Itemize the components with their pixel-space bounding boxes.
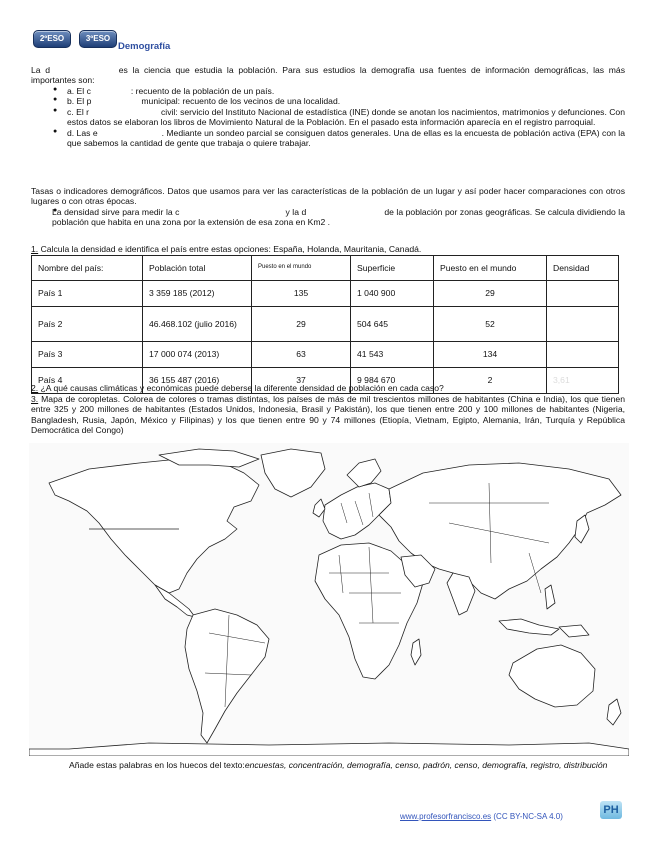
question-text: ¿A qué causas climáticas y económicas puede deberse la diferente densidad de población en cada caso?: [40, 383, 444, 393]
south-america-shape: [185, 609, 269, 743]
question-text: Mapa de coropletas. Colorea de colores o tramas distintas, los países de más de mil trescientos millones de habitantes (China e India), los que tienen entre 325 y 200 millones de habitantes (Estados Unidos, Indonesia, Brasil y Pakistán), los que tienen entre 200 y 100 millones de habitantes (Nigeria, Bangladesh, Rusia, Japón, México y Filipinas) y los que tienen entre 90 y 74 millones (Etiopía, Vietnam, Egipto, Alemania, Irán, Turquía y República Democrática del Congo): [31, 394, 625, 436]
new-zealand-shape: [607, 699, 621, 725]
word-bank: [69, 760, 629, 770]
tasas-text: Tasas o indicadores demográficos. Datos que usamos para ver las características de la población de un lugar y así poder hacer comparaciones con otros lugares o con otras épocas.: [31, 186, 625, 207]
page-title: Demografía: [118, 41, 171, 52]
header-area-rank: Puesto en el mundo: [434, 256, 547, 281]
madagascar-shape: [411, 639, 421, 665]
header-population: Población total: [143, 256, 252, 281]
badge-2eso[interactable]: 2ºESO: [33, 30, 71, 48]
table-header-row: [32, 256, 619, 281]
ph-logo: PH: [600, 801, 622, 819]
header-rank: Puesto en el mundo: [252, 256, 351, 281]
question-text: Calcula la densidad e identifica el país entre estas opciones: España, Holanda, Mauritania, Canadá.: [40, 244, 422, 254]
density-cell[interactable]: [547, 281, 619, 307]
world-map-outline: [29, 443, 629, 756]
list-item: ● La densidad sirve para medir la c y la d de la población por zonas geográficas. Se calcula dividiendo la población que habita en una zona por la extensión de esa zona en Km2 .: [31, 207, 625, 228]
list-item: ● d. Las e . Mediante un sondeo parcial se consiguen datos generales. Una de ellas es la encuesta de población activa (EPA) con la que sabemos la cantidad de gente que trabaja o quiere trabajar.: [31, 128, 625, 149]
table-row: País 4 36 155 487 (2016) 37 9 984 670 2 3,61: [32, 368, 619, 394]
question-1: [31, 244, 625, 254]
header-area: Superficie: [351, 256, 434, 281]
question-3: [31, 394, 625, 436]
australia-shape: [509, 645, 595, 707]
new-guinea-shape: [559, 625, 589, 637]
intro-start: La d: [31, 65, 51, 75]
list-item: ● a. El c : recuento de la población de un país.: [31, 86, 625, 96]
world-map[interactable]: [29, 443, 629, 756]
sources-list: [31, 86, 625, 149]
header-name: Nombre del país:: [32, 256, 143, 281]
word-bank-list: encuestas, concentración, demografía, censo, padrón, censo, demografía, registro, distribución: [244, 760, 608, 770]
north-america-shape: [49, 459, 259, 593]
data-table: [31, 255, 619, 394]
indonesia-shape: [499, 619, 559, 635]
header-density: Densidad: [547, 256, 619, 281]
intro-rest: es la ciencia que estudia la población. Para sus estudios la demografía usa fuentes de información demográficas, las más importantes son:: [31, 65, 626, 86]
word-bank-prefix: Añade estas palabras en los huecos del texto:: [69, 760, 245, 770]
footer: [400, 812, 563, 822]
density-cell[interactable]: 3,61: [547, 368, 619, 394]
europe-shape: [323, 483, 391, 539]
table-row: País 3 17 000 074 (2013) 63 41 543 134: [32, 342, 619, 368]
badge-3eso[interactable]: 3ºESO: [79, 30, 117, 48]
list-item: ● c. El r civil: servicio del Instituto Nacional de estadística (INE) donde se anotan los nacimientos, matrimonios y defunciones. Con estos datos se elaboran los libros de Movimiento Natural de la Población. En el pasado esta información aparecía en el registro parroquial.: [31, 107, 625, 128]
density-cell[interactable]: [547, 342, 619, 368]
list-item: ● b. El p municipal: recuento de los vecinos de una localidad.: [31, 96, 625, 106]
tasas-section: [31, 186, 625, 228]
uk-shape: [313, 499, 325, 517]
footer-license: (CC BY-NC-SA 4.0): [491, 812, 563, 821]
footer-link[interactable]: www.profesorfrancisco.es: [400, 812, 492, 821]
question-number: 1.: [31, 244, 39, 254]
intro-paragraph: [31, 65, 625, 86]
scandinavia-shape: [347, 459, 381, 487]
antarctica-shape: [29, 743, 629, 756]
question-number: 2.: [31, 383, 39, 393]
table-row: País 1 3 359 185 (2012) 135 1 040 900 29: [32, 281, 619, 307]
greenland-shape: [261, 449, 325, 497]
question-number: 3.: [31, 394, 39, 404]
density-cell[interactable]: [547, 307, 619, 342]
intro-section: [31, 65, 625, 149]
philippines-shape: [545, 585, 555, 609]
question-2: [31, 383, 625, 393]
table-row: País 2 46.468.102 (julio 2016) 29 504 645 52: [32, 307, 619, 342]
